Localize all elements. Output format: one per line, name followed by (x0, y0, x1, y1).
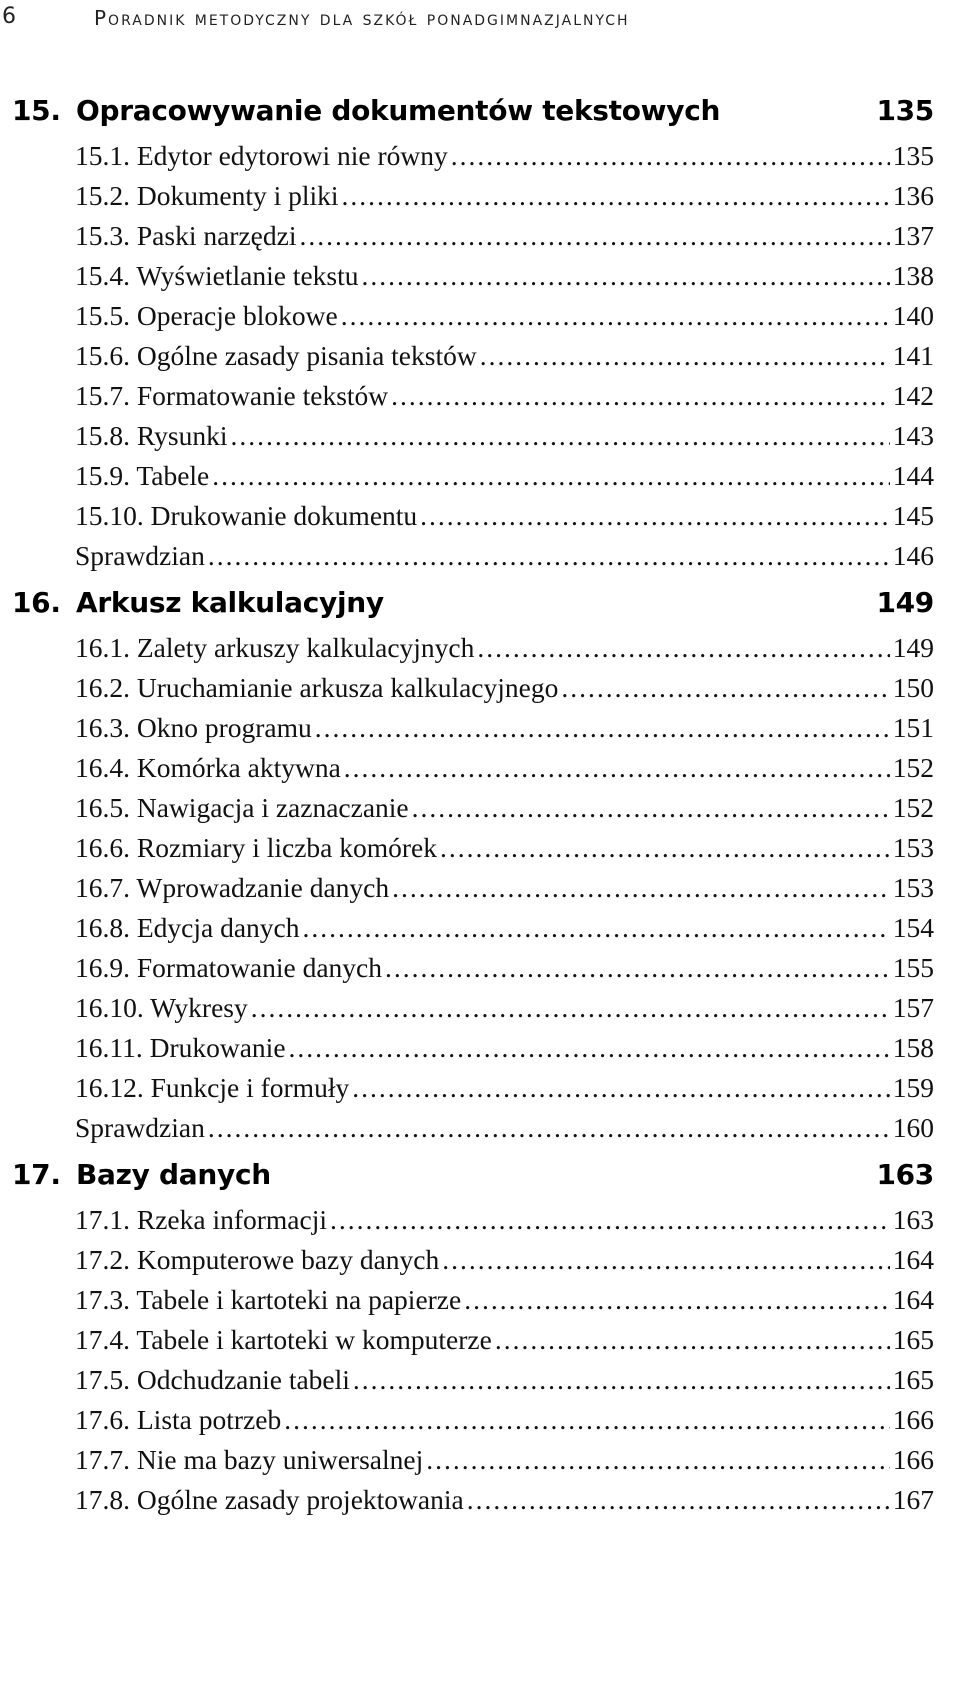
dot-leader (464, 1284, 890, 1316)
dot-leader (208, 1112, 890, 1144)
toc-entry-page-number: 135 (892, 140, 934, 171)
toc-entry (75, 460, 934, 500)
toc-entry-page-number: 152 (892, 792, 934, 823)
dot-leader (208, 540, 890, 572)
toc-entry-page-number: 137 (892, 220, 934, 251)
toc-entry-title: 16.1. Zalety arkuszy kalkulacyjnych (75, 632, 475, 663)
toc-entry-title: 16.4. Komórka aktywna (75, 752, 341, 783)
dot-leader (426, 1444, 890, 1476)
chapter-title: Opracowywanie dokumentów tekstowych (76, 94, 721, 127)
toc-entry-page-number: 167 (892, 1484, 934, 1515)
chapter-title: Arkusz kalkulacyjny (76, 586, 384, 619)
toc-entry-page-number: 159 (892, 1072, 934, 1103)
toc-entry (75, 500, 934, 540)
toc-entry-title: 15.8. Rysunki (75, 420, 228, 451)
toc-entry-page-number: 165 (892, 1364, 934, 1395)
toc-entry-title: 16.5. Nawigacja i zaznaczanie (75, 792, 409, 823)
toc-entry-title: 15.7. Formatowanie tekstów (75, 380, 389, 411)
toc-entry (75, 752, 934, 792)
toc-chapter-heading (0, 580, 960, 632)
toc-entry-page-number: 153 (892, 832, 934, 863)
toc-entry-title: 16.6. Rozmiary i liczba komórek (75, 832, 437, 863)
toc-entry-page-number: 143 (892, 420, 934, 451)
toc-entry-title: 15.3. Paski narzędzi (75, 220, 297, 251)
toc-entry (75, 180, 934, 220)
dot-leader (412, 792, 890, 824)
toc-entry-page-number: 144 (892, 460, 934, 491)
toc-entry (75, 1404, 934, 1444)
toc-entry (75, 792, 934, 832)
toc-entry-page-number: 153 (892, 872, 934, 903)
chapter-number: 15. (12, 94, 61, 127)
table-of-contents (0, 88, 960, 1524)
toc-entry-page-number: 166 (892, 1444, 934, 1475)
chapter-page-number: 135 (876, 94, 934, 127)
toc-entry (75, 672, 934, 712)
running-header (0, 0, 960, 40)
dot-leader (352, 1072, 890, 1104)
dot-leader (344, 752, 890, 784)
dot-leader (451, 140, 890, 172)
dot-leader (495, 1324, 890, 1356)
toc-entry-page-number: 157 (892, 992, 934, 1023)
toc-entry (75, 632, 934, 672)
dot-leader (442, 1244, 889, 1276)
toc-entry (75, 1484, 934, 1524)
toc-entry (75, 1324, 934, 1364)
dot-leader (330, 1204, 890, 1236)
dot-leader (477, 632, 889, 664)
toc-entry-page-number: 138 (892, 260, 934, 291)
toc-entry-title: 16.8. Edycja danych (75, 912, 300, 943)
dot-leader (480, 340, 890, 372)
chapter-page-number: 163 (876, 1158, 934, 1191)
dot-leader (289, 1032, 890, 1064)
dot-leader (315, 712, 890, 744)
toc-entry-page-number: 155 (892, 952, 934, 983)
toc-entry-title: 17.6. Lista potrzeb (75, 1404, 282, 1435)
toc-entry-page-number: 136 (892, 180, 934, 211)
toc-entry-title: 15.2. Dokumenty i pliki (75, 180, 339, 211)
toc-entry-page-number: 158 (892, 1032, 934, 1063)
toc-entry-title: 15.6. Ogólne zasady pisania tekstów (75, 340, 477, 371)
toc-entry (75, 1032, 934, 1072)
toc-entry-page-number: 149 (892, 632, 934, 663)
dot-leader (420, 500, 890, 532)
toc-entry-title: 16.9. Formatowanie danych (75, 952, 383, 983)
dot-leader (362, 260, 890, 292)
toc-entry (75, 1072, 934, 1112)
toc-entry (75, 952, 934, 992)
toc-entry-title: 17.1. Rzeka informacji (75, 1204, 327, 1235)
toc-entry-title: 16.3. Okno programu (75, 712, 312, 743)
toc-entry-page-number: 165 (892, 1324, 934, 1355)
dot-leader (353, 1364, 890, 1396)
toc-entry (75, 340, 934, 380)
toc-entry-page-number: 152 (892, 752, 934, 783)
toc-entry-title: 17.5. Odchudzanie tabeli (75, 1364, 350, 1395)
toc-entry-title: 15.5. Operacje blokowe (75, 300, 338, 331)
toc-entry-page-number: 150 (892, 672, 934, 703)
chapter-number: 16. (12, 586, 61, 619)
toc-entry (75, 380, 934, 420)
toc-entry-title: 16.2. Uruchamianie arkusza kalkulacyjnego (75, 672, 559, 703)
toc-entry (75, 1284, 934, 1324)
toc-entry-title: 16.7. Wprowadzanie danych (75, 872, 390, 903)
toc-entry (75, 832, 934, 872)
toc-entry (75, 300, 934, 340)
toc-entry (75, 1244, 934, 1284)
toc-entry (75, 1364, 934, 1404)
toc-entry (75, 1204, 934, 1244)
toc-entry (75, 140, 934, 180)
toc-chapter-heading (0, 88, 960, 140)
toc-entry (75, 912, 934, 952)
toc-entry-title: 16.11. Drukowanie (75, 1032, 286, 1063)
dot-leader (212, 460, 889, 492)
chapter-number: 17. (12, 1158, 61, 1191)
toc-entry-page-number: 163 (892, 1204, 934, 1235)
dot-leader (342, 180, 890, 212)
dot-leader (561, 672, 889, 704)
toc-entry-title: 17.3. Tabele i kartoteki na papierze (75, 1284, 462, 1315)
toc-entry (75, 872, 934, 912)
toc-entry-title: 17.7. Nie ma bazy uniwersalnej (75, 1444, 424, 1475)
toc-entry-page-number: 146 (892, 540, 934, 571)
toc-entry-page-number: 164 (892, 1284, 934, 1315)
toc-entry-title: 17.2. Komputerowe bazy danych (75, 1244, 440, 1275)
toc-entry-page-number: 142 (892, 380, 934, 411)
toc-entry-title: 15.9. Tabele (75, 460, 210, 491)
toc-chapter-heading (0, 1152, 960, 1204)
dot-leader (385, 952, 890, 984)
toc-entry (75, 220, 934, 260)
toc-entry-page-number: 145 (892, 500, 934, 531)
toc-entry-page-number: 151 (892, 712, 934, 743)
dot-leader (299, 220, 889, 252)
toc-entry-title: 16.10. Wykresy (75, 992, 248, 1023)
toc-entry-title: 15.1. Edytor edytorowi nie równy (75, 140, 448, 171)
toc-entry (75, 1444, 934, 1484)
dot-leader (230, 420, 889, 452)
toc-entry-page-number: 154 (892, 912, 934, 943)
toc-entry (75, 1112, 934, 1152)
toc-entry (75, 540, 934, 580)
toc-entry-title: 15.10. Drukowanie dokumentu (75, 500, 418, 531)
dot-leader (391, 380, 890, 412)
page-number: 6 (2, 4, 16, 29)
dot-leader (440, 832, 890, 864)
dot-leader (341, 300, 890, 332)
toc-entry (75, 260, 934, 300)
toc-entry-page-number: 164 (892, 1244, 934, 1275)
toc-entry (75, 992, 934, 1032)
running-title: Poradnik metodyczny dla szkół ponadgimnazjalnych (94, 6, 630, 30)
chapter-page-number: 149 (876, 586, 934, 619)
toc-entry (75, 712, 934, 752)
dot-leader (467, 1484, 890, 1516)
dot-leader (284, 1404, 890, 1436)
dot-leader (251, 992, 890, 1024)
toc-entry-page-number: 140 (892, 300, 934, 331)
toc-entry-title: 15.4. Wyświetlanie tekstu (75, 260, 359, 291)
dot-leader (392, 872, 890, 904)
toc-entry (75, 420, 934, 460)
dot-leader (303, 912, 890, 944)
toc-entry-page-number: 160 (892, 1112, 934, 1143)
toc-entry-title: 17.8. Ogólne zasady projektowania (75, 1484, 464, 1515)
toc-entry-title: Sprawdzian (75, 1112, 205, 1143)
toc-entry-title: 17.4. Tabele i kartoteki w komputerze (75, 1324, 492, 1355)
toc-entry-page-number: 141 (892, 340, 934, 371)
toc-entry-title: Sprawdzian (75, 540, 205, 571)
toc-entry-page-number: 166 (892, 1404, 934, 1435)
toc-entry-title: 16.12. Funkcje i formuły (75, 1072, 350, 1103)
chapter-title: Bazy danych (76, 1158, 271, 1191)
